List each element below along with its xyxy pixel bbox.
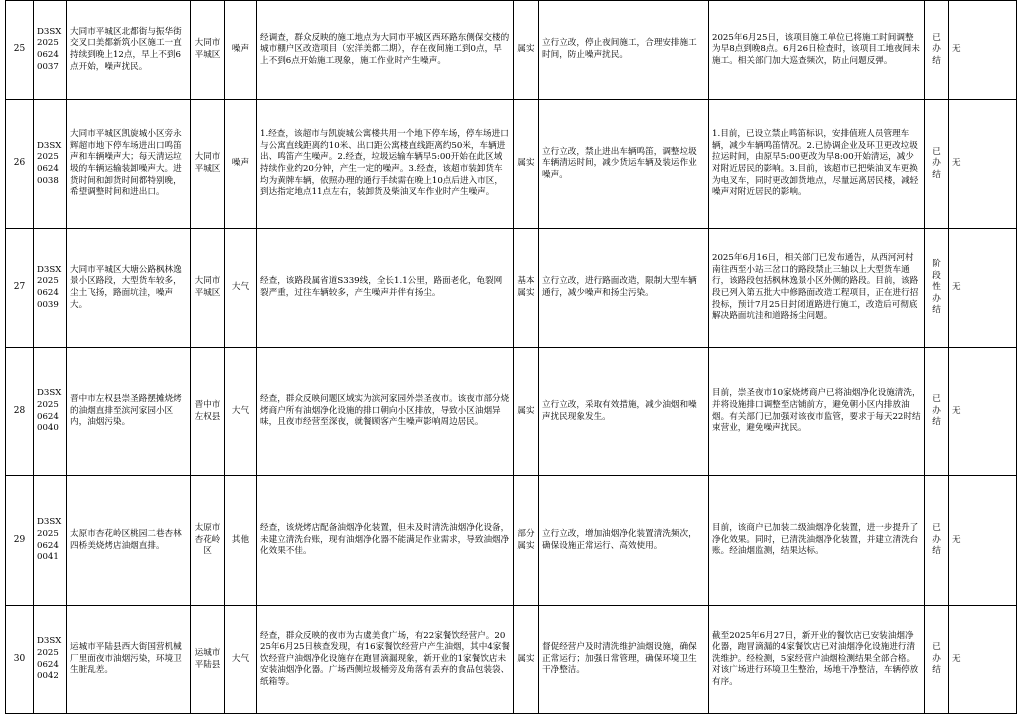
status-cell: 已办结 [925,100,949,229]
area-cell: 运城市平陆县 [191,606,225,714]
plan-text: 督促经营户及时清洗维护油烟设施，确保正常运行；加强日常管理，确保环境卫生干净整洁。 [539,606,709,714]
table-row [6,100,1017,229]
verdict-cell: 属实 [514,100,539,229]
result-text: 目前，该商户已加装二级油烟净化装置，进一步提升了净化效果。同时，已清洗油烟净化装置，并建立清洗台账。经油烟监测，结果达标。 [709,476,925,606]
issue-text: 大同市平城区凯旋城小区旁永辉超市地下停车场进出口鸣笛声和车辆噪声大；每天清运垃圾的车辆运输装卸噪声大。进货时间和卸货时间都特别晚，希望调整时间和进出口。 [67,100,191,229]
verdict-cell: 属实 [514,606,539,714]
type-cell: 噪声 [225,100,257,229]
case-code: D3SX202506240042 [34,606,67,714]
type-cell: 其他 [225,476,257,606]
area-cell: 大同市平城区 [191,229,225,348]
area-cell: 晋中市左权县 [191,348,225,476]
check-text: 经查，该路段属省道S339线，全长1.1公里，路面老化，龟裂网裂严重，过往车辆较多，产生噪声并伴有扬尘。 [257,229,514,348]
check-text: 1.经查，该超市与凯旋城公寓楼共用一个地下停车场，停车场进口与公寓直线距离约10米、出口距公寓楼直线距离约50米，车辆进出、鸣笛产生噪声。2.经查，垃圾运输车辆早5:00开始在此区域持续作业约20分钟，产生一定的噪声。3.经查，该超市装卸货车均为黄牌车辆，依照办理的通行手续需在晚上10点后进入市区，到达指定地点11点左右，装卸货及柴油叉车作业时产生噪声。 [257,100,514,229]
case-code: D3SX202506240039 [34,229,67,348]
extra-cell: 无 [949,606,1017,714]
extra-cell: 无 [949,1,1017,100]
table-row [6,229,1017,348]
area-cell: 大同市平城区 [191,100,225,229]
extra-cell: 无 [949,348,1017,476]
status-cell: 已办结 [925,606,949,714]
verdict-cell: 属实 [514,348,539,476]
row-number: 30 [6,606,34,714]
check-text: 经查，群众反映的夜市为古虞美食广场，有22家餐饮经营户。2025年6月25日核查发现，有16家餐饮经营户产生油烟，其中4家餐饮经营户油烟净化设施存在跑冒滴漏现象，新开业的1家餐饮店未安装油烟净化器。广场西侧垃圾桶旁及角落有丢弃的食品包装袋、纸箱等。 [257,606,514,714]
verdict-cell: 部分属实 [514,476,539,606]
area-cell: 太原市杏花岭区 [191,476,225,606]
result-text: 目前，崇圣夜市10家烧烤商户已将油烟净化设施清洗，并将设施排口调整至店铺前方，避免朝小区内排放油烟。有关部门已加强对该夜市监管，要求于每天22时结束营业，避免噪声扰民。 [709,348,925,476]
table-row [6,1,1017,100]
issue-text: 运城市平陆县西大街国营机械厂里面夜市油烟污染，环境卫生脏乱差。 [67,606,191,714]
status-cell: 已办结 [925,476,949,606]
check-text: 经调查，群众反映的施工地点为大同市平城区西环路东侧保交楼的城市棚户区改造项目（宏洋美都二期），存在夜间施工到0点，早上不到6点开始施工现象，施工作业时产生噪声。 [257,1,514,100]
plan-text: 立行立改，增加油烟净化装置清洗频次，确保设施正常运行、高效使用。 [539,476,709,606]
table-row [6,606,1017,714]
row-number: 27 [6,229,34,348]
case-code: D3SX202506240040 [34,348,67,476]
row-number: 25 [6,1,34,100]
case-code: D3SX202506240041 [34,476,67,606]
check-text: 经查，该烧烤店配备油烟净化装置，但未及时清洗油烟净化设备，未建立清洗台账，现有油烟净化器不能满足作业需求，导致油烟净化效果不佳。 [257,476,514,606]
status-cell: 已办结 [925,1,949,100]
case-code: D3SX202506240037 [34,1,67,100]
type-cell: 大气 [225,348,257,476]
extra-cell: 无 [949,476,1017,606]
extra-cell: 无 [949,229,1017,348]
type-cell: 大气 [225,606,257,714]
result-text: 2025年6月25日，该项目施工单位已将施工时间调整为早8点到晚8点。6月26日检查时，该项目工地夜间未施工。相关部门加大巡查频次，防止问题反弹。 [709,1,925,100]
issue-text: 大同市平城区北都街与振华街交叉口美都新筑小区施工一直持续到晚上12点，早上不到6点开始，噪声扰民。 [67,1,191,100]
issue-text: 太原市杏花岭区桃园二巷杏林四桥美烧烤店油烟直排。 [67,476,191,606]
plan-text: 立行立改，禁止进出车辆鸣笛，调整垃圾车辆清运时间，减少货运车辆及装运作业噪声。 [539,100,709,229]
type-cell: 大气 [225,229,257,348]
type-cell: 噪声 [225,1,257,100]
plan-text: 立行立改，进行路面改造，限制大型车辆通行，减少噪声和扬尘污染。 [539,229,709,348]
verdict-cell: 基本属实 [514,229,539,348]
result-text: 1.目前，已设立禁止鸣笛标识，安排值班人员管理车辆，减少车辆鸣笛情况。2.已协调企业及环卫更改垃圾拉运时间，由原早5:00更改为早8:00开始清运，减少对附近居民的影响。3.目前，该超市已把柴油叉车更换为电叉车，同时更改卸货地点，尽量远离居民楼，减轻噪声对附近居民的影响。 [709,100,925,229]
issue-text: 晋中市左权县崇圣路摆摊烧烤的油烟直排至滨河家园小区内，油烟污染。 [67,348,191,476]
table-row [6,476,1017,606]
check-text: 经查，群众反映问题区域实为滨河家园外崇圣夜市。该夜市部分烧烤商户所有油烟净化设施的排口朝向小区排放，导致小区油烟异味，且夜市经营至深夜，就餐顾客产生噪声影响周边居民。 [257,348,514,476]
verdict-cell: 属实 [514,1,539,100]
status-cell: 已办结 [925,348,949,476]
row-number: 29 [6,476,34,606]
result-text: 截至2025年6月27日，新开业的餐饮店已安装油烟净化器，跑冒滴漏的4家餐饮店已对油烟净化设施进行清洗维护。经检测，5家经营户油烟检测结果全部合格。对该广场进行环境卫生整治，场地干净整洁，车辆停放有序。 [709,606,925,714]
complaint-table [5,0,1017,714]
plan-text: 立行立改，采取有效措施，减少油烟和噪声扰民现象发生。 [539,348,709,476]
result-text: 2025年6月16日，相关部门已发布通告，从西河河村南往西至小站三岔口的路段禁止三轴以上大型货车通行，该路段包括枫林逸景小区外侧的路段。目前，该路段已列入第五批大中修路面改造工程项目，正在进行招投标，预计7月25日封闭道路进行施工，改造后可彻底解决路面坑洼和道路扬尘问题。 [709,229,925,348]
table-row [6,348,1017,476]
issue-text: 大同市平城区大塘公路枫林逸景小区路段，大型货车较多，尘土飞扬，路面坑洼，噪声大。 [67,229,191,348]
case-code: D3SX202506240038 [34,100,67,229]
plan-text: 立行立改，停止夜间施工，合理安排施工时间，防止噪声扰民。 [539,1,709,100]
area-cell: 大同市平城区 [191,1,225,100]
row-number: 28 [6,348,34,476]
extra-cell: 无 [949,100,1017,229]
row-number: 26 [6,100,34,229]
status-cell: 阶段性办结 [925,229,949,348]
